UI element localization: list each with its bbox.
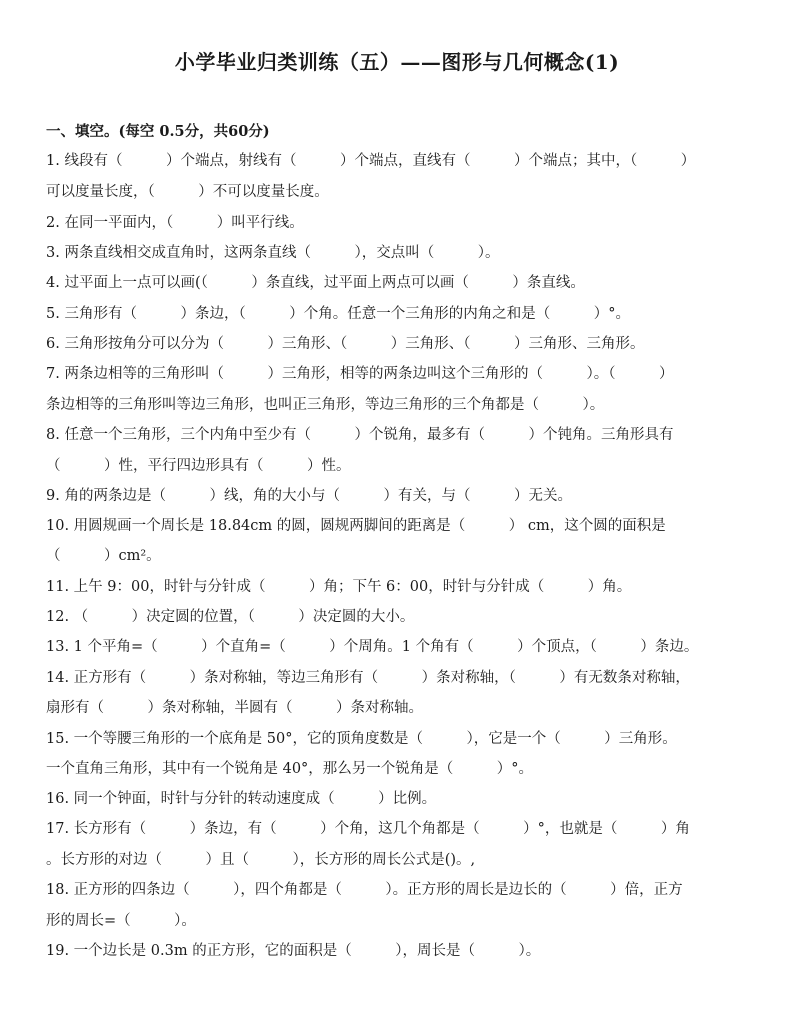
question-line: 。长方形的对边（ ）且（ ），长方形的周长公式是()。, — [46, 852, 476, 868]
question-line: 一个直角三角形，其中有一个锐角是 40°，那么另一个锐角是（ ）°。 — [46, 761, 534, 777]
question-line: 10. 用圆规画一个周长是 18.84cm 的圆，圆规两脚间的距离是（ ） cm，这个圆的面积是 — [46, 518, 666, 534]
question-line: 形的周长=（ ）。 — [46, 913, 196, 929]
question-line: 扇形有（ ）条对称轴，半圆有（ ）条对称轴。 — [46, 700, 423, 716]
question-line: 16. 同一个钟面，时针与分针的转动速度成（ ）比例。 — [46, 791, 437, 807]
question-line: 15. 一个等腰三角形的一个底角是 50°，它的顶角度数是（ ），它是一个（ ）三角形。 — [46, 731, 677, 747]
question-line: 5. 三角形有（ ）条边，（ ）个角。任意一个三角形的内角之和是（ ）°。 — [46, 306, 630, 322]
question-line: 6. 三角形按角分可以分为（ ）三角形、（ ）三角形、（ ）三角形、三角形。 — [46, 336, 645, 352]
question-line: 14. 正方形有（ ）条对称轴，等边三角形有（ ）条对称轴，（ ）有无数条对称轴， — [46, 670, 690, 686]
question-line: （ ）cm²。 — [46, 548, 161, 564]
question-line: 11. 上午 9：00，时针与分针成（ ）角；下午 6：00，时针与分针成（ ）角。 — [46, 579, 632, 595]
question-line: 9. 角的两条边是（ ）线，角的大小与（ ）有关，与（ ）无关。 — [46, 488, 572, 504]
section-heading: 一、填空。(每空 0.5分，共60分) — [46, 123, 270, 140]
question-line: 可以度量长度，（ ）不可以度量长度。 — [46, 184, 329, 200]
question-line: 4. 过平面上一点可以画(（ ）条直线，过平面上两点可以画（ ）条直线。 — [46, 275, 585, 291]
question-line: 13. 1 个平角=（ ）个直角=（ ）个周角。1 个角有（ ）个顶点，（ ）条边。 — [46, 639, 699, 655]
question-line: 3. 两条直线相交成直角时，这两条直线（ ），交点叫（ ）。 — [46, 245, 500, 261]
page-title: 小学毕业归类训练（五）——图形与几何概念(1) — [174, 50, 620, 74]
question-line: 8. 任意一个三角形，三个内角中至少有（ ）个锐角，最多有（ ）个钝角。三角形具有 — [46, 427, 674, 443]
question-line: 17. 长方形有（ ）条边，有（ ）个角，这几个角都是（ ）°，也就是（ ）角 — [46, 821, 690, 837]
question-line: 1. 线段有（ ）个端点，射线有（ ）个端点，直线有（ ）个端点；其中，（ ） — [46, 153, 696, 169]
question-line: 19. 一个边长是 0.3m 的正方形，它的面积是（ ），周长是（ ）。 — [46, 943, 541, 959]
question-line: 7. 两条边相等的三角形叫（ ）三角形，相等的两条边叫这个三角形的（ ）。（ ） — [46, 366, 674, 382]
question-line: 12. （ ）决定圆的位置，（ ）决定圆的大小。 — [46, 609, 415, 625]
question-line: 18. 正方形的四条边（ ），四个角都是（ ）。正方形的周长是边长的（ ）倍，正方 — [46, 882, 683, 898]
question-line: 条边相等的三角形叫等边三角形，也叫正三角形，等边三角形的三个角都是（ ）。 — [46, 397, 605, 413]
question-line: （ ）性，平行四边形具有（ ）性。 — [46, 458, 351, 474]
question-line: 2. 在同一平面内，（ ）叫平行线。 — [46, 215, 304, 231]
